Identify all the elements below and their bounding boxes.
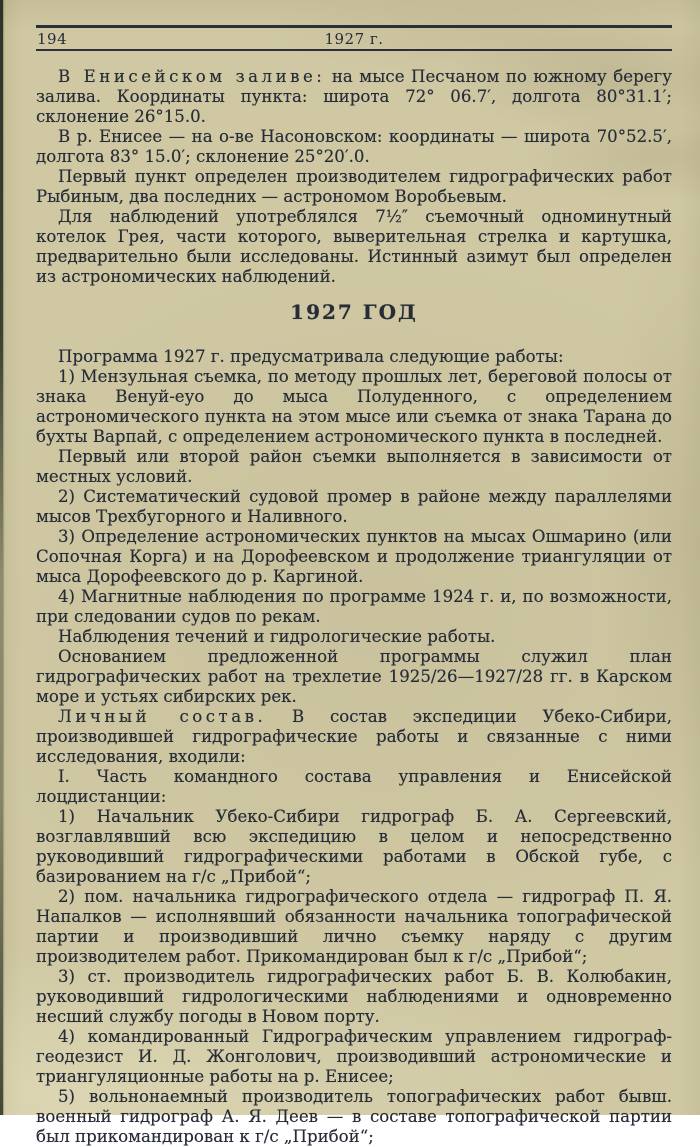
paragraph-yenisei-river: В р. Енисее — на о-ве Насоновском: координаты — широта 70°52.5′, долгота 83° 15.0′; склонение 25°20′.0. (36, 127, 672, 166)
paragraph-item-3-astropoints: 3) Определение астрономических пунктов на мысах Ошмарино (или Сопочная Корга) и на Дорофеевском и продолжение триангуляции от мыса Дорофеевского до р. Каргиной. (36, 527, 672, 586)
running-header (36, 25, 672, 51)
paragraph-program-intro: Программа 1927 г. предусматривала следующие работы: (58, 347, 564, 366)
paragraph-staff-2-napalkov: 2) пом. начальника гидрографического отдела — гидрограф П. Я. Напалков — исполнявший обязанности начальника топографической партии и производивший лично съемку наряду с другим производителем работ. Прикомандирован был к г/с „Прибой“; (36, 887, 672, 966)
spaced-lead-yenisei-bay: В Енисейском заливе: (58, 67, 326, 86)
paragraph-item-2-sounding: 2) Систематический судовой промер в районе между параллелями мысов Трехбугорного и Наливного. (36, 487, 672, 526)
section-heading-1927: 1927 ГОД (290, 300, 418, 324)
running-title: 1927 г. (324, 30, 384, 48)
page-content (36, 0, 672, 1147)
paragraph-district-choice: Первый или второй район съемки выполняется в зависимости от местных условий. (36, 447, 672, 486)
paragraph-text: на мысе Песчаном по южному берегу залива. Координаты пункта: широта 72° 06.7′, долгота 80°31.1′; склонение 26°15.0. (36, 67, 672, 126)
paragraph-staff-1-sergeevsky: 1) Начальник Убеко-Сибири гидрограф Б. А. Сергеевский, возглавлявший всю экспедицию в целом и непосредственно руководивший гидрографическими работами в Обской губе, с базированием на г/с „Прибой“; (36, 807, 672, 886)
paragraph-staff-3-kolyubakin: 3) ст. производитель гидрографических работ Б. В. Колюбакин, руководивший гидрологическими наблюдениями и одновременно несший службу погоды в Новом порту. (36, 967, 672, 1026)
scan-edge-shadow (0, 0, 3, 1115)
paragraph-personnel (36, 707, 672, 767)
paragraph-yenisei-bay (36, 67, 672, 127)
paragraph-text: В состав экспедиции Убеко-Сибири, производившей гидрографические работы и связанные с ними исследования, входили: (36, 707, 672, 766)
spaced-lead-personnel: Личный состав. (58, 707, 267, 726)
paragraph-staff-4-zhongolovich: 4) командированный Гидрографическим управлением гидрограф-геодезист И. Д. Жонголович, производивший астрономические и триангуляционные работы на р. Енисее; (36, 1027, 672, 1086)
paragraph-staff-5-deev: 5) вольнонаемный производитель топографических работ бывш. военный гидрограф А. Я. Деев — в составе топографической партии был прикомандирован к г/с „Прибой“; (36, 1087, 672, 1146)
paragraph-first-point: Первый пункт определен производителем гидрографических работ Рыбиным, два последних — астрономом Воробьевым. (36, 167, 672, 206)
paragraph-instrument: Для наблюдений употреблялся 7½″ съемочный одноминутный котелок Грея, части которого, выверительная стрелка и картушка, предварительно были исследованы. Истинный азимут был определен из астрономических наблюдений. (36, 207, 672, 286)
paragraph-program-basis: Основанием предложенной программы служил план гидрографических работ на трехлетие 1925/26—1927/28 гг. в Карском море и устьях сибирских рек. (36, 647, 672, 706)
paragraph-item-4-magnetic: 4) Магнитные наблюдения по программе 1924 г. и, по возможности, при следовании судов по рекам. (36, 587, 672, 626)
page-number: 194 (37, 30, 68, 48)
paragraph-item-1-survey: 1) Мензульная съемка, по методу прошлых лет, береговой полосы от знака Венуй-еуо до мыса Полуденного, с определением астрономического пункта на этом мысе или съемка от знака Тарана до бухты Варпай, с определением астрономического пункта в последней. (36, 367, 672, 446)
paragraph-currents: Наблюдения течений и гидрологические работы. (58, 627, 496, 646)
paragraph-command-staff: I. Часть командного состава управления и Енисейской лоцдистанции: (36, 767, 672, 806)
